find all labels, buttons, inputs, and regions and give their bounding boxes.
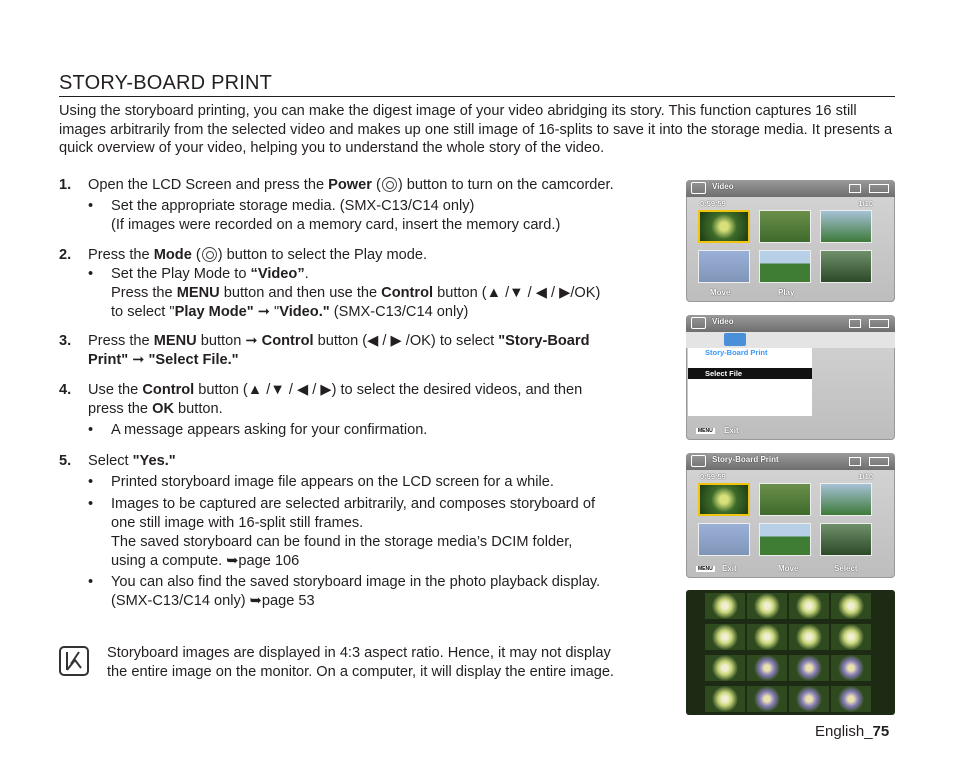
menu-tag: MENU bbox=[698, 566, 713, 572]
storyboard-frame bbox=[705, 655, 745, 681]
video-mode-icon bbox=[691, 317, 706, 329]
lcd-screen-video-thumbnails bbox=[686, 180, 895, 302]
thumbnail[interactable] bbox=[820, 523, 872, 556]
lcd-time: 0:59:59 bbox=[700, 199, 726, 208]
storyboard-frame bbox=[705, 686, 745, 712]
tab-icon[interactable] bbox=[836, 333, 858, 346]
storyboard-frame bbox=[747, 655, 787, 681]
tab-icon[interactable] bbox=[752, 333, 774, 346]
tab-icon[interactable] bbox=[864, 333, 886, 346]
step-text: Select "Yes." bbox=[88, 453, 176, 469]
note-line-2: the entire image on the monitor. On a computer, it will display the entire image. bbox=[107, 664, 614, 680]
step-number: 2. bbox=[59, 247, 72, 263]
thumbnail[interactable] bbox=[698, 483, 750, 516]
video-mode-icon bbox=[691, 455, 706, 467]
step-text: Open the LCD Screen and press the Power ( ) button to turn on the camcorder. bbox=[88, 177, 614, 193]
play-hint: Play bbox=[778, 288, 795, 297]
storyboard-frame bbox=[747, 593, 787, 619]
note-icon bbox=[59, 646, 89, 676]
page-title: STORY-BOARD PRINT bbox=[59, 72, 273, 94]
storyboard-image bbox=[686, 590, 895, 715]
power-button-icon bbox=[382, 177, 397, 192]
memory-card-icon bbox=[849, 184, 861, 193]
memory-card-icon bbox=[849, 457, 861, 466]
lcd-time: 0:59:59 bbox=[700, 472, 726, 481]
step-number: 1. bbox=[59, 177, 72, 193]
step-number: 5. bbox=[59, 453, 72, 469]
move-hint: Move bbox=[778, 564, 799, 573]
thumbnail[interactable] bbox=[698, 250, 750, 283]
tab-icon[interactable] bbox=[808, 333, 830, 346]
menu-heading: Story-Board Print bbox=[705, 348, 768, 357]
thumbnail[interactable] bbox=[759, 250, 811, 283]
select-hint: Select bbox=[834, 564, 858, 573]
menu-panel bbox=[688, 348, 812, 416]
thumbnail[interactable] bbox=[820, 210, 872, 243]
thumbnail[interactable] bbox=[820, 483, 872, 516]
lcd-title-bar: Story-Board Print bbox=[686, 453, 895, 470]
lcd-screen-storyboard-print bbox=[686, 453, 895, 578]
lcd-screen-menu bbox=[686, 315, 895, 440]
storyboard-frame bbox=[789, 686, 829, 712]
title-rule bbox=[59, 96, 895, 97]
battery-icon bbox=[869, 184, 889, 193]
thumbnail[interactable] bbox=[698, 523, 750, 556]
storyboard-frame bbox=[831, 593, 871, 619]
storyboard-frame bbox=[705, 593, 745, 619]
storyboard-frame bbox=[789, 655, 829, 681]
lcd-title-bar: Video bbox=[686, 315, 895, 332]
storyboard-frame bbox=[747, 624, 787, 650]
lcd-title-bar: Video bbox=[686, 180, 895, 197]
thumbnail[interactable] bbox=[759, 210, 811, 243]
exit-hint: Exit bbox=[724, 426, 739, 435]
menu-tabs bbox=[686, 332, 895, 348]
battery-icon bbox=[869, 319, 889, 328]
lcd-count: 1/10 bbox=[858, 199, 873, 208]
lcd-count: 1/10 bbox=[858, 472, 873, 481]
tab-icon[interactable] bbox=[690, 333, 712, 346]
step-text: Use the Control button (▲ /▼ / ◀ / ▶) to select the desired videos, and then press the OK button. bbox=[88, 382, 583, 417]
battery-icon bbox=[869, 457, 889, 466]
menu-tag: MENU bbox=[698, 428, 713, 434]
thumbnail[interactable] bbox=[820, 250, 872, 283]
step-number: 4. bbox=[59, 382, 72, 398]
intro-paragraph: Using the storyboard printing, you can make the digest image of your video abridging its story. This function captures 16 still images arbitrarily from the selected video and makes up one still image of 16-splits to save it into the storage media. It presents a quick overview of your video, helping you to understand the whole story of the video. bbox=[59, 103, 893, 157]
step-text: Press the Mode ( ) button to select the Play mode. bbox=[88, 247, 428, 263]
video-mode-icon bbox=[691, 182, 706, 194]
storyboard-frame bbox=[831, 655, 871, 681]
step-number: 3. bbox=[59, 333, 72, 349]
storyboard-frame bbox=[789, 624, 829, 650]
step-text: Press the MENU button ➞ Control button (◀ / ▶ /OK) to select "Story-Board Print" ➞ "Select File." bbox=[88, 333, 590, 368]
tab-icon[interactable] bbox=[780, 333, 802, 346]
storyboard-frame bbox=[789, 593, 829, 619]
tab-icon-selected[interactable] bbox=[724, 333, 746, 346]
storyboard-frame bbox=[831, 624, 871, 650]
memory-card-icon bbox=[849, 319, 861, 328]
menu-item-select-file[interactable]: Select File bbox=[688, 368, 812, 379]
mode-button-icon bbox=[202, 247, 217, 262]
move-hint: Move bbox=[710, 288, 731, 297]
thumbnail[interactable] bbox=[759, 483, 811, 516]
storyboard-frame bbox=[747, 686, 787, 712]
note-line-1: Storyboard images are displayed in 4:3 aspect ratio. Hence, it may not display bbox=[107, 645, 611, 661]
page-footer: English_75 bbox=[815, 723, 890, 740]
exit-hint: Exit bbox=[722, 564, 737, 573]
thumbnail[interactable] bbox=[698, 210, 750, 243]
thumbnail[interactable] bbox=[759, 523, 811, 556]
storyboard-frame bbox=[705, 624, 745, 650]
storyboard-frame bbox=[831, 686, 871, 712]
